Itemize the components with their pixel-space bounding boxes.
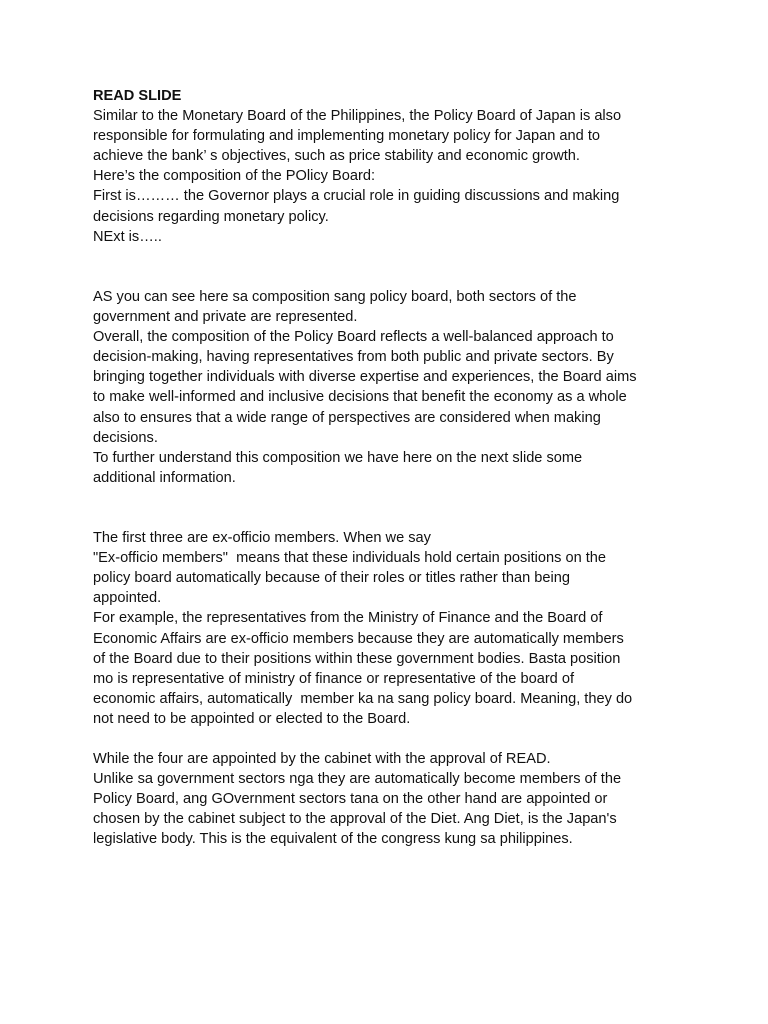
blank-line: [93, 508, 683, 528]
blank-line: [93, 267, 683, 287]
text-line: legislative body. This is the equivalent of the congress kung sa philippines.: [93, 831, 573, 848]
text-line: To further understand this composition we have here on the next slide some: [93, 449, 583, 466]
blank-line: [93, 247, 683, 267]
heading-line: READ SLIDE: [93, 88, 182, 104]
text-line: also to ensures that a wide range of perspectives are considered when making: [93, 409, 601, 426]
text-line: The first three are ex-officio members. When we say: [93, 530, 431, 547]
text-line: policy board automatically because of their roles or titles rather than being: [93, 570, 570, 587]
text-line: NExt is…..: [93, 228, 162, 245]
text-line: decisions regarding monetary policy.: [93, 208, 329, 225]
text-line: additional information.: [93, 469, 236, 486]
text-line: achieve the bank’ s objectives, such as price stability and economic growth.: [93, 148, 580, 165]
document-body: [93, 86, 683, 850]
text-line: economic affairs, automatically member ka na sang policy board. Meaning, they do: [93, 690, 633, 707]
text-line: Similar to the Monetary Board of the Philippines, the Policy Board of Japan is also: [93, 108, 622, 125]
text-line: While the four are appointed by the cabinet with the approval of READ.: [93, 751, 551, 768]
text-line: mo is representative of ministry of finance or representative of the board of: [93, 670, 575, 687]
text-line: appointed.: [93, 590, 162, 607]
text-line: government and private are represented.: [93, 309, 358, 326]
text-line: Here’s the composition of the POlicy Board:: [93, 168, 376, 185]
text-line: AS you can see here sa composition sang policy board, both sectors of the: [93, 288, 577, 305]
text-line: decisions.: [93, 429, 158, 446]
text-line: bringing together individuals with diverse expertise and experiences, the Board aims: [93, 369, 637, 386]
text-line: of the Board due to their positions within these government bodies. Basta position: [93, 650, 621, 667]
blank-line: [93, 488, 683, 508]
text-line: to make well-informed and inclusive decisions that benefit the economy as a whole: [93, 389, 627, 406]
text-line: "Ex-officio members" means that these individuals hold certain positions on the: [93, 550, 607, 567]
text-line: responsible for formulating and implementing monetary policy for Japan and to: [93, 128, 601, 145]
blank-line: [93, 729, 683, 749]
text-line: chosen by the cabinet subject to the approval of the Diet. Ang Diet, is the Japan's: [93, 811, 617, 828]
text-line: Policy Board, ang GOvernment sectors tana on the other hand are appointed or: [93, 791, 608, 808]
text-line: decision-making, having representatives from both public and private sectors. By: [93, 349, 614, 366]
text-line: Economic Affairs are ex-officio members because they are automatically members: [93, 630, 624, 647]
text-line: Unlike sa government sectors nga they are automatically become members of the: [93, 771, 622, 788]
text-line: For example, the representatives from the Ministry of Finance and the Board of: [93, 610, 603, 627]
text-line: Overall, the composition of the Policy Board reflects a well-balanced approach to: [93, 329, 614, 346]
text-line: First is……… the Governor plays a crucial role in guiding discussions and making: [93, 188, 620, 205]
text-line: not need to be appointed or elected to the Board.: [93, 710, 411, 727]
